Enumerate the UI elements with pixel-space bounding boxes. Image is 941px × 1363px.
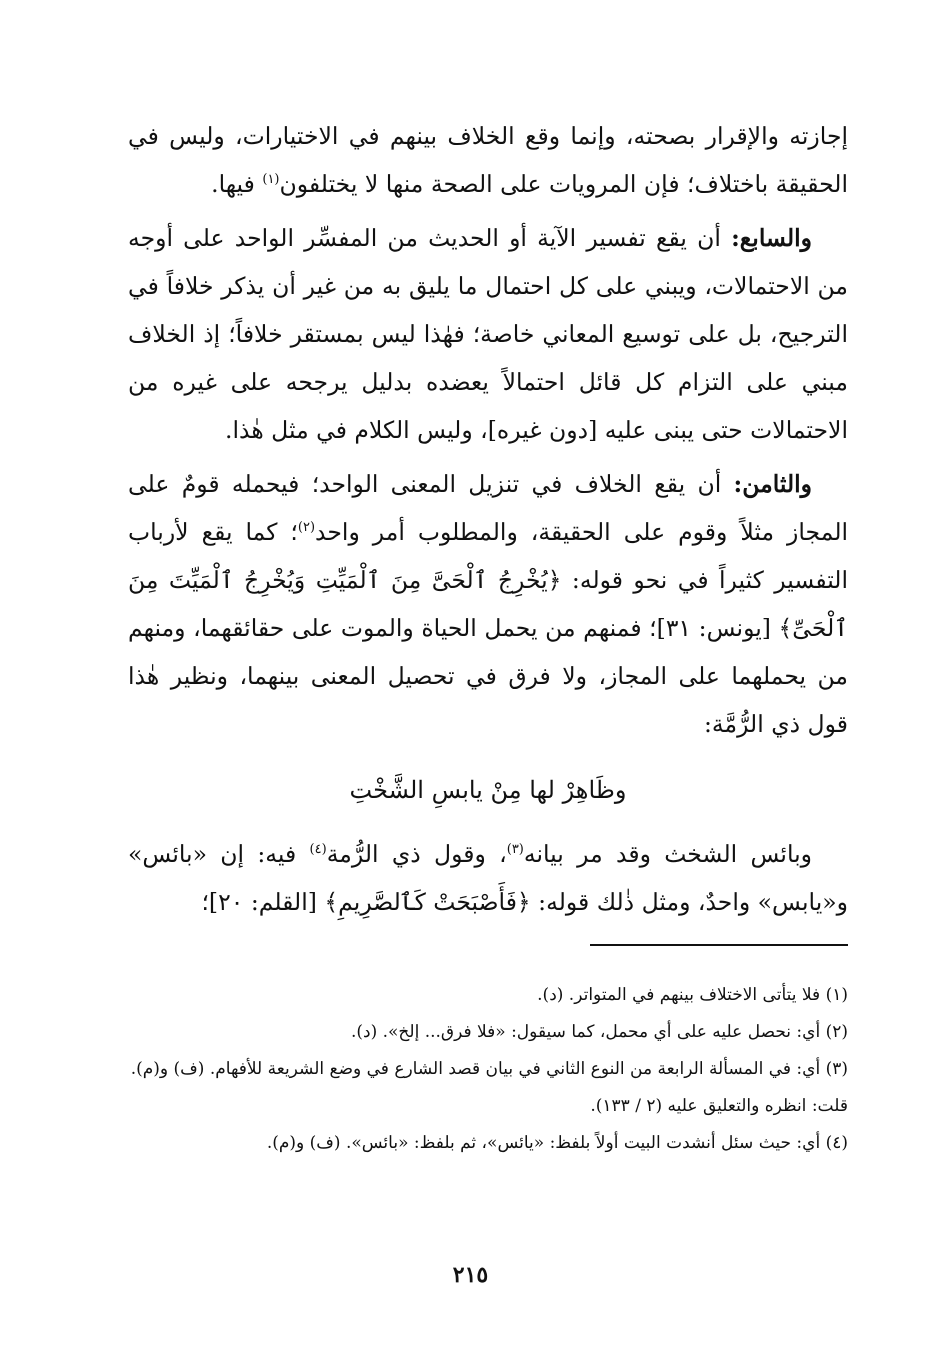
- page-number: ٢١٥: [452, 1262, 489, 1288]
- footnote-ref-2: (٢): [297, 520, 316, 536]
- footnote-ref-4: (٤): [309, 842, 327, 858]
- paragraph-4: وبائس الشخث وقد مر بيانه$^{(٣)}$، وقول ذي الرُّمة$^{(٤)}$ فيه: إن «بائس» و«يابس» واحدٌ، ومثل ذٰلك قوله: ﴿فَأَصْبَحَتْ كَٱلصَّرِيمِ﴾ [القلم: ٢٠]؛: [128, 840, 848, 916]
- footnotes: [128, 980, 848, 1165]
- main-text: [128, 112, 848, 932]
- footnote-3: (٣) أي: في المسألة الرابعة من النوع الثاني في بيان قصد الشارع في وضع الشريعة للأفهام. (ف) و(م).: [130, 1059, 848, 1079]
- paragraph-eighth: والثامن: أن يقع الخلاف في تنزيل المعنى الواحد؛ فيحمله قومٌ على المجاز مثلاً وقوم على الحقيقة، والمطلوب أمر واحد$^{(٢)}$؛ كما يقع لأرباب التفسير كثيراً في نحو قوله: ﴿يُخْرِجُ ٱلْحَىَّ مِنَ ٱلْمَيِّتِ وَيُخْرِجُ ٱلْمَيِّتَ مِنَ ٱلْحَىِّ﴾ [يونس: ٣١]؛ فمنهم من يحمل الحياة والموت على حقائقهما، ومنهم من يحملهما على المجاز، ولا فرق في تحصيل المعنى بينهما، ونظير هٰذا قول ذي الرُّمَّة:: [128, 470, 849, 738]
- footnote-2: (٢) أي: نحصل عليه على أي محمل، كما سيقول: «فلا فرق... إلخ». (د).: [350, 1022, 848, 1042]
- footnote-ref-3: (٣): [506, 842, 524, 858]
- footnote-ref-1: (١): [262, 172, 280, 188]
- poetry-verse: وظَاهِرْ لها مِنْ يابسِ الشَّخْتِ: [349, 776, 627, 804]
- eighth-heading: والثامن:: [733, 470, 812, 498]
- footnote-3-note: قلت: انظره والتعليق عليه (٢ / ١٣٣).: [590, 1096, 848, 1116]
- paragraph-seventh: والسابع: أن يقع تفسير الآية أو الحديث من المفسِّر الواحد على أوجه من الاحتمالات، ويبني على كل احتمال ما يليق به من غير أن يذكر خلافاً في الترجيح، بل على توسيع المعاني خاصة؛ فهٰذا ليس بمستقر خلافاً؛ إذ الخلاف مبني على التزام كل قائل احتمالاً يعضده بدليل يرجحه على غيره من الاحتمالات حتى يبنى عليه [دون غيره]، وليس الكلام في مثل هٰذا.: [128, 224, 848, 444]
- footnote-4: (٤) أي: حيث سئل أنشدت البيت أولاً بلفظ: «يائس»، ثم بلفظ: «بائس». (ف) و(م).: [266, 1133, 848, 1153]
- footnote-separator: [590, 944, 848, 946]
- seventh-heading: والسابع:: [731, 224, 812, 252]
- footnote-1: (١) فلا يتأتى الاختلاف بينهم في المتواتر. (د).: [537, 985, 848, 1005]
- paragraph-1: إجازته والإقرار بصحته، وإنما وقع الخلاف بينهم في الاختيارات، وليس في الحقيقة باختلاف؛ فإن المرويات على الصحة منها لا يختلفون$^{(١)}$ فيها.: [128, 122, 848, 198]
